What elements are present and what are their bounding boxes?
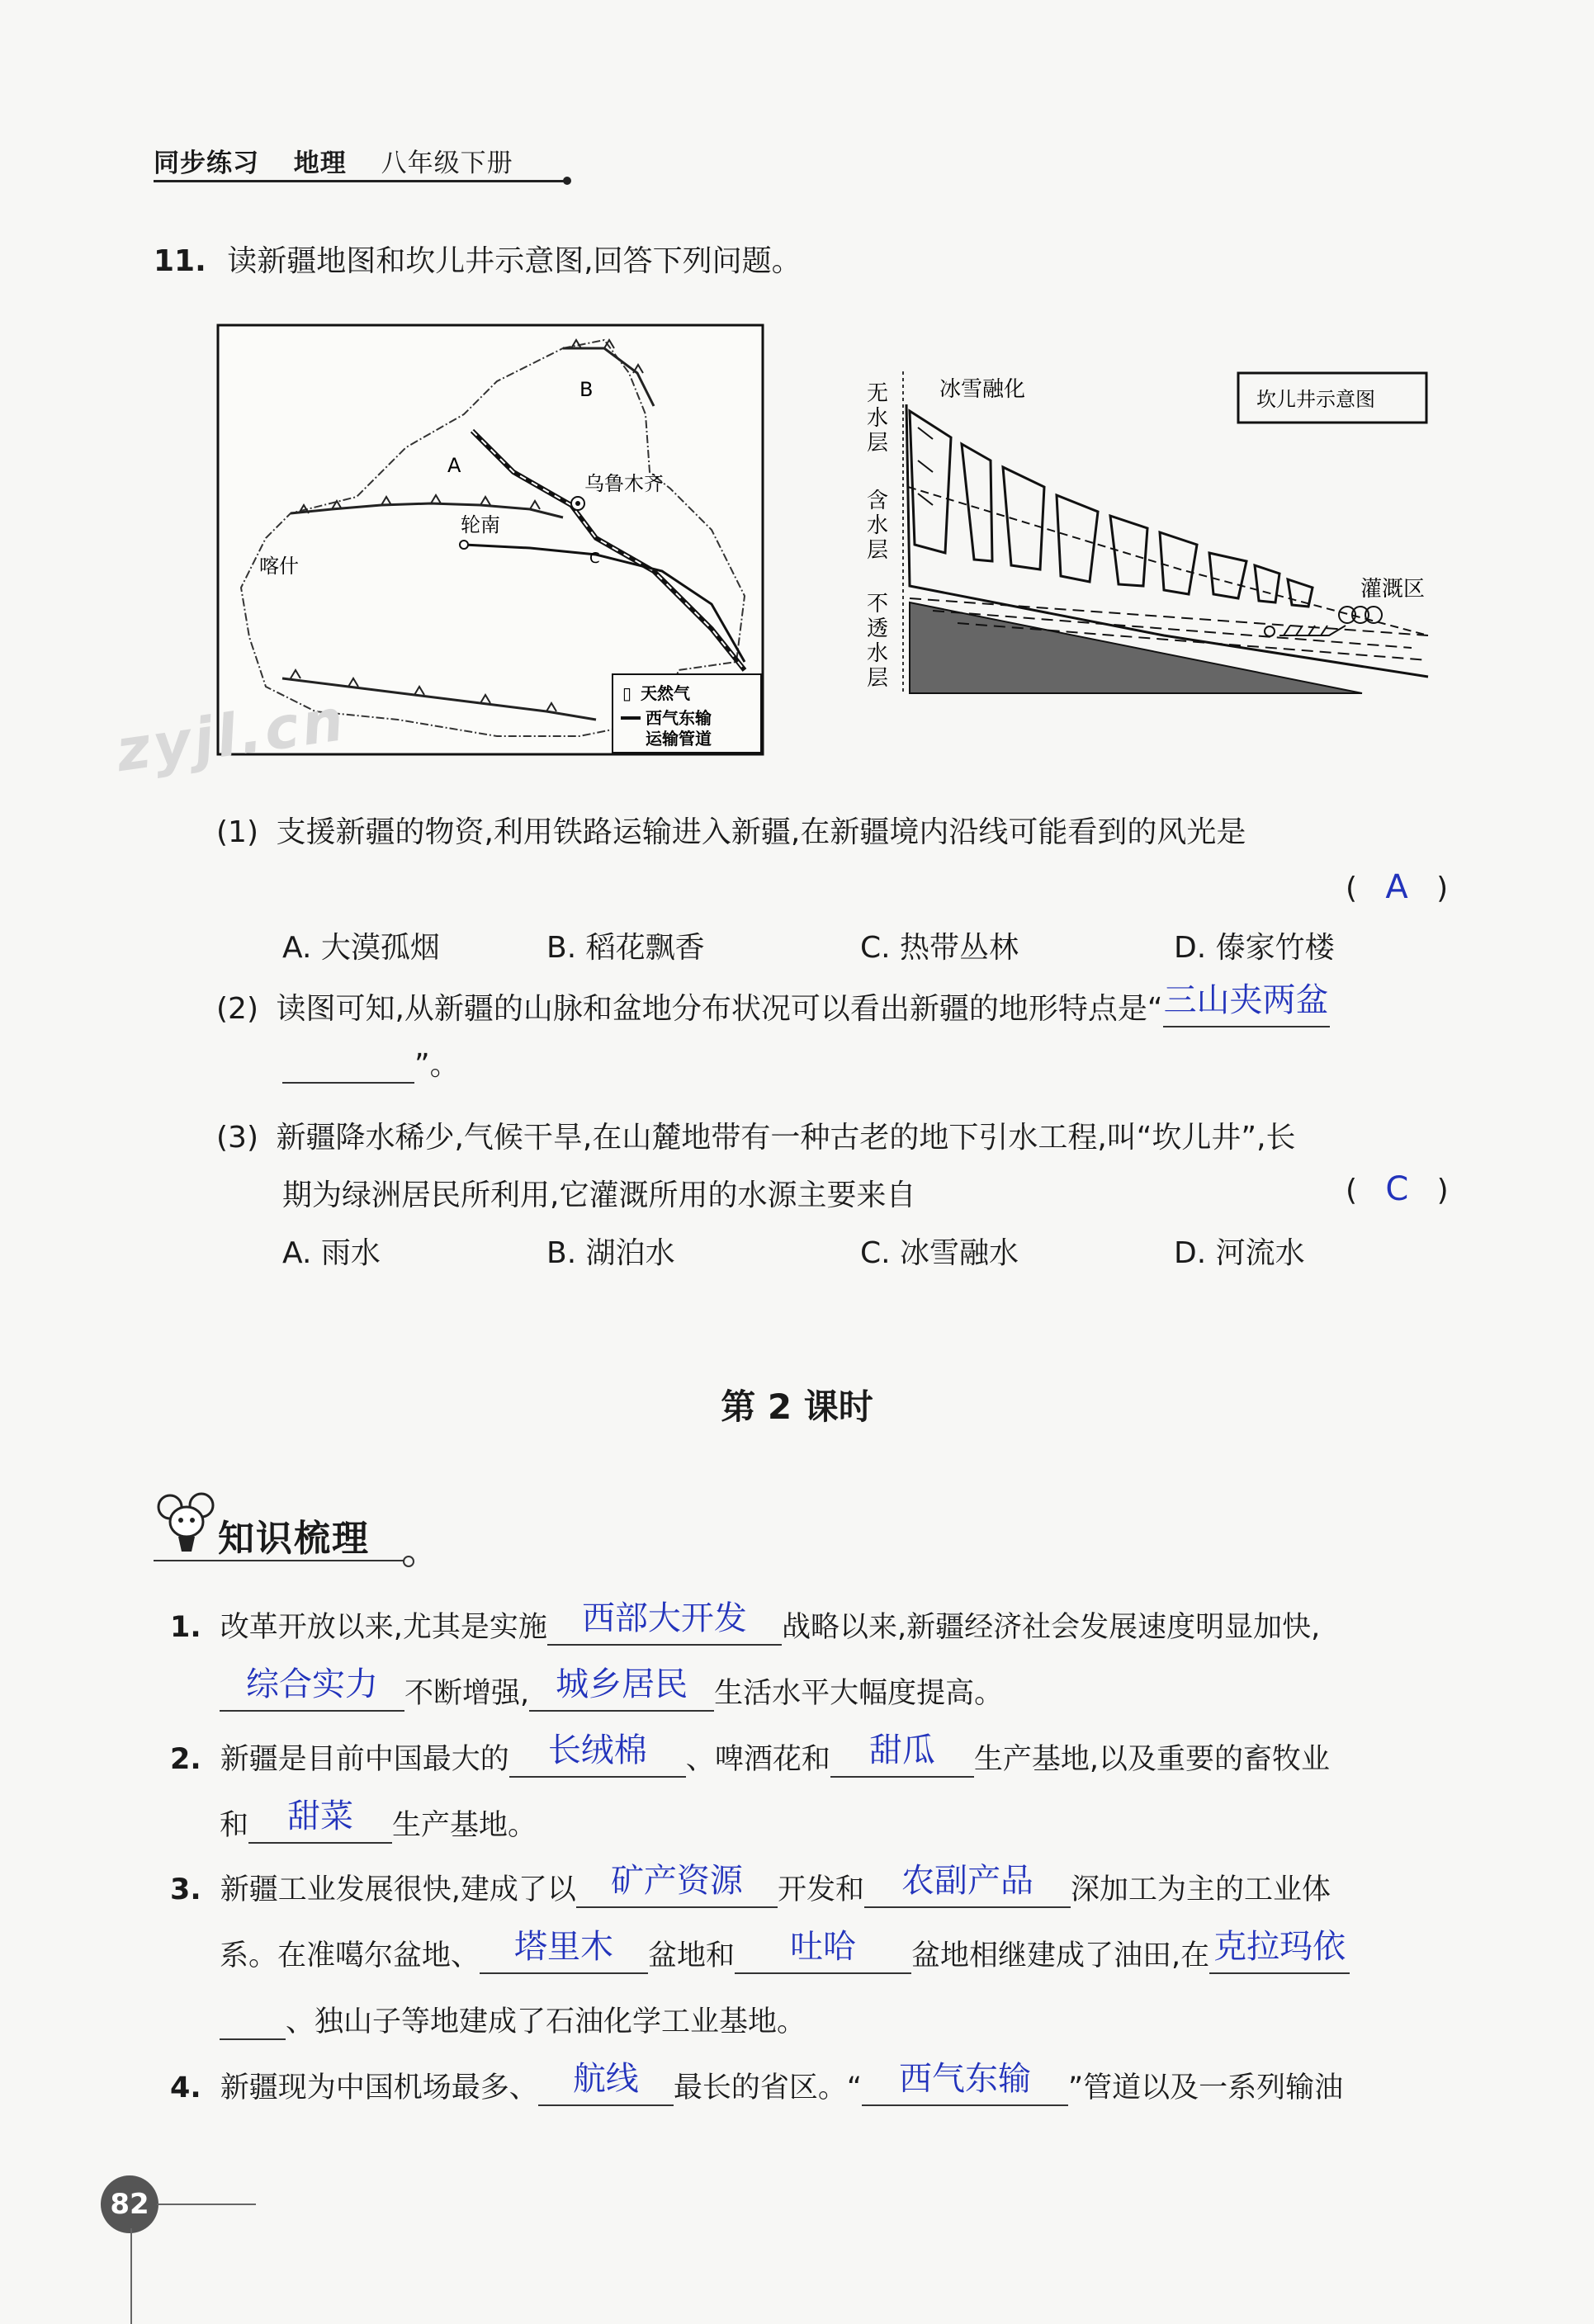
map-label-c: C	[589, 550, 600, 567]
k2-text-b: 、啤酒花和	[685, 1743, 830, 1776]
sub2-blank[interactable]	[1163, 981, 1330, 1027]
k2-answer-1: 长绒棉	[547, 1731, 647, 1769]
k3-text-a: 新疆工业发展很快,建成了以	[220, 1873, 576, 1906]
karez-diagram	[850, 363, 1453, 710]
k1-answer-3: 城乡居民	[556, 1665, 688, 1703]
k1-blank-1[interactable]	[547, 1599, 782, 1646]
k2-line2	[220, 1797, 537, 1844]
sub1-answer: A	[1385, 868, 1408, 906]
header-rule	[154, 180, 568, 182]
k4-blank-2[interactable]	[862, 2060, 1068, 2106]
k1-text-c: 不断增强,	[404, 1677, 530, 1710]
sub1-number: (1)	[216, 815, 258, 849]
k3-number: 3.	[170, 1873, 201, 1906]
sub2-blank-cont	[282, 1054, 414, 1084]
k3-answer-3: 塔里木	[514, 1928, 614, 1966]
page-margin-rule	[130, 2228, 132, 2324]
k4-answer-2: 西气东输	[898, 2060, 1031, 2098]
layer-water-3: 层	[867, 538, 889, 563]
page-number: 82	[101, 2175, 158, 2233]
k3-text-f: 盆地相继建成了油田,在	[911, 1939, 1210, 1972]
k3-text-b: 开发和	[777, 1873, 864, 1906]
q11-sub3	[216, 1114, 1296, 1156]
sub3-option-c: C. 冰雪融水	[860, 1236, 1019, 1270]
k4-answer-1: 航线	[572, 2060, 639, 2098]
sub1-option-b: B. 稻花飘香	[546, 931, 705, 965]
k4-line1	[170, 2060, 1344, 2106]
sub1-option-a: A. 大漠孤烟	[282, 931, 440, 965]
layer-imperm-2: 透	[867, 616, 889, 641]
k3-answer-1: 矿产资源	[610, 1862, 743, 1900]
svg-text:▯: ▯	[622, 683, 632, 703]
sub1-option-c: C. 热带丛林	[860, 931, 1019, 965]
layer-water-1: 含	[867, 489, 889, 513]
layer-dry-3: 层	[867, 431, 889, 456]
header-series: 同步练习	[154, 149, 259, 178]
mouse-mascot-icon	[154, 1489, 218, 1555]
layer-dry-1: 无	[867, 381, 889, 406]
k2-blank-1[interactable]	[509, 1731, 686, 1778]
sub3-text-2: 期为绿洲居民所利用,它灌溉所用的水源主要来自	[282, 1179, 916, 1212]
map-label-a: A	[447, 454, 461, 477]
k3-blank-2[interactable]	[864, 1862, 1071, 1908]
karez-title: 坎儿井示意图	[1256, 388, 1375, 411]
sub3-option-b: B. 湖泊水	[546, 1236, 675, 1270]
k4-text-a: 新疆现为中国机场最多、	[220, 2071, 538, 2104]
map-label-b: B	[579, 378, 594, 401]
knowledge-rule	[154, 1560, 406, 1561]
layer-imperm-4: 层	[867, 666, 889, 691]
header-subject: 地理	[293, 149, 347, 178]
k1-line2	[220, 1665, 1004, 1712]
k3-answer-5: 克拉玛依	[1213, 1928, 1346, 1966]
header-rule-dot	[563, 177, 571, 185]
q11-text: 读新疆地图和坎儿井示意图,回答下列问题。	[227, 244, 802, 278]
layer-imperm-3: 水	[867, 641, 889, 666]
k2-text-e: 生产基地。	[392, 1809, 537, 1842]
k3-text-d: 系。在准噶尔盆地、	[220, 1939, 480, 1972]
k4-text-b: 最长的省区。“	[673, 2071, 862, 2104]
sub2-answer: 三山夹两盆	[1163, 981, 1329, 1019]
sub2-text: 读图可知,从新疆的山脉和盆地分布状况可以看出新疆的地形特点是“	[276, 992, 1163, 1026]
book-header	[154, 142, 538, 179]
k3-blank-4[interactable]	[735, 1928, 911, 1974]
k2-text-d: 和	[220, 1809, 249, 1842]
k3-blank-5-cont	[220, 2009, 286, 2040]
lesson-title: 第 2 课时	[721, 1386, 873, 1427]
q11-number: 11.	[154, 244, 206, 278]
sub3-text-1: 新疆降水稀少,气候干旱,在山麓地带有一种古老的地下引水工程,叫“坎儿井”,长	[276, 1121, 1296, 1155]
sub3-answer: C	[1385, 1170, 1409, 1208]
layer-water-2: 水	[867, 513, 889, 538]
watermark: zyjl.cn	[111, 685, 351, 786]
k2-line1	[170, 1731, 1330, 1778]
legend-gas: 天然气	[641, 683, 690, 703]
map-urumqi: 乌鲁木齐	[584, 472, 664, 495]
k4-number: 4.	[170, 2071, 201, 2104]
sub2-number: (2)	[216, 992, 258, 1026]
k2-number: 2.	[170, 1743, 201, 1776]
k3-blank-1[interactable]	[576, 1862, 778, 1908]
k2-answer-2: 甜瓜	[868, 1731, 935, 1769]
k3-blank-5[interactable]	[1209, 1928, 1350, 1974]
k3-answer-2: 农副产品	[901, 1862, 1033, 1900]
k1-answer-1: 西部大开发	[581, 1599, 747, 1637]
sub1-text: 支援新疆的物资,利用铁路运输进入新疆,在新疆境内沿线可能看到的风光是	[276, 815, 1246, 849]
k2-blank-2[interactable]	[830, 1731, 974, 1778]
k3-line3	[220, 1999, 806, 2040]
legend-pipe-1: 西气东输	[646, 708, 712, 728]
k3-text-c: 深加工为主的工业体	[1070, 1873, 1331, 1906]
map-lunnan: 轮南	[461, 513, 500, 536]
page-number-rule	[157, 2204, 256, 2205]
sub1-option-d: D. 傣家竹楼	[1174, 931, 1335, 965]
sub3-option-d: D. 河流水	[1174, 1236, 1305, 1270]
k3-line2	[220, 1928, 1350, 1974]
sub1-answer-paren: ( A )	[1346, 868, 1449, 906]
k1-text-d: 生活水平大幅度提高。	[714, 1677, 1004, 1710]
k3-text-e: 盆地和	[648, 1939, 736, 1972]
k2-answer-3: 甜菜	[287, 1797, 354, 1835]
layer-dry-2: 水	[867, 406, 889, 431]
k1-answer-2: 综合实力	[246, 1665, 378, 1703]
karez-irrigation: 灌溉区	[1360, 577, 1426, 602]
k1-text-a: 改革开放以来,尤其是实施	[220, 1611, 547, 1644]
k1-text-b: 战略以来,新疆经济社会发展速度明显加快,	[781, 1611, 1321, 1644]
karez-snow: 冰雪融化	[939, 377, 1026, 402]
layer-imperm-1: 不	[867, 592, 889, 616]
legend-pipe-2: 运输管道	[646, 729, 712, 749]
q11-sub2	[216, 981, 1330, 1027]
k1-blank-3[interactable]	[529, 1665, 714, 1712]
k1-blank-2[interactable]	[220, 1665, 404, 1712]
k3-line1	[170, 1862, 1331, 1908]
k2-text-a: 新疆是目前中国最大的	[220, 1743, 509, 1776]
k1-number: 1.	[170, 1611, 201, 1644]
knowledge-title: 知识梳理	[218, 1518, 370, 1560]
k3-answer-4: 吐哈	[790, 1928, 857, 1966]
k2-blank-3[interactable]	[248, 1797, 392, 1844]
sub3-option-a: A. 雨水	[282, 1236, 381, 1270]
q11-sub1	[216, 809, 1246, 851]
q11-stem	[154, 238, 802, 280]
sub3-number: (3)	[216, 1121, 258, 1155]
k2-text-c: 生产基地,以及重要的畜牧业	[973, 1743, 1330, 1776]
map-kashi: 喀什	[259, 555, 299, 578]
k4-blank-1[interactable]	[538, 2060, 674, 2106]
k3-blank-3[interactable]	[480, 1928, 648, 1974]
header-grade: 八年级下册	[381, 149, 513, 178]
svg-text:无 水 层 含 水	[867, 381, 895, 691]
k4-text-c: ”管道以及一系列输油	[1067, 2071, 1344, 2104]
sub2-continuation	[282, 1042, 460, 1084]
knowledge-rule-dot	[403, 1556, 414, 1567]
sub2-tail: ”。	[414, 1048, 460, 1082]
k1-line1	[170, 1599, 1321, 1646]
k3-text-g: 、独山子等地建成了石油化学工业基地。	[286, 2005, 806, 2038]
sub3-answer-paren: ( C )	[1346, 1170, 1449, 1208]
